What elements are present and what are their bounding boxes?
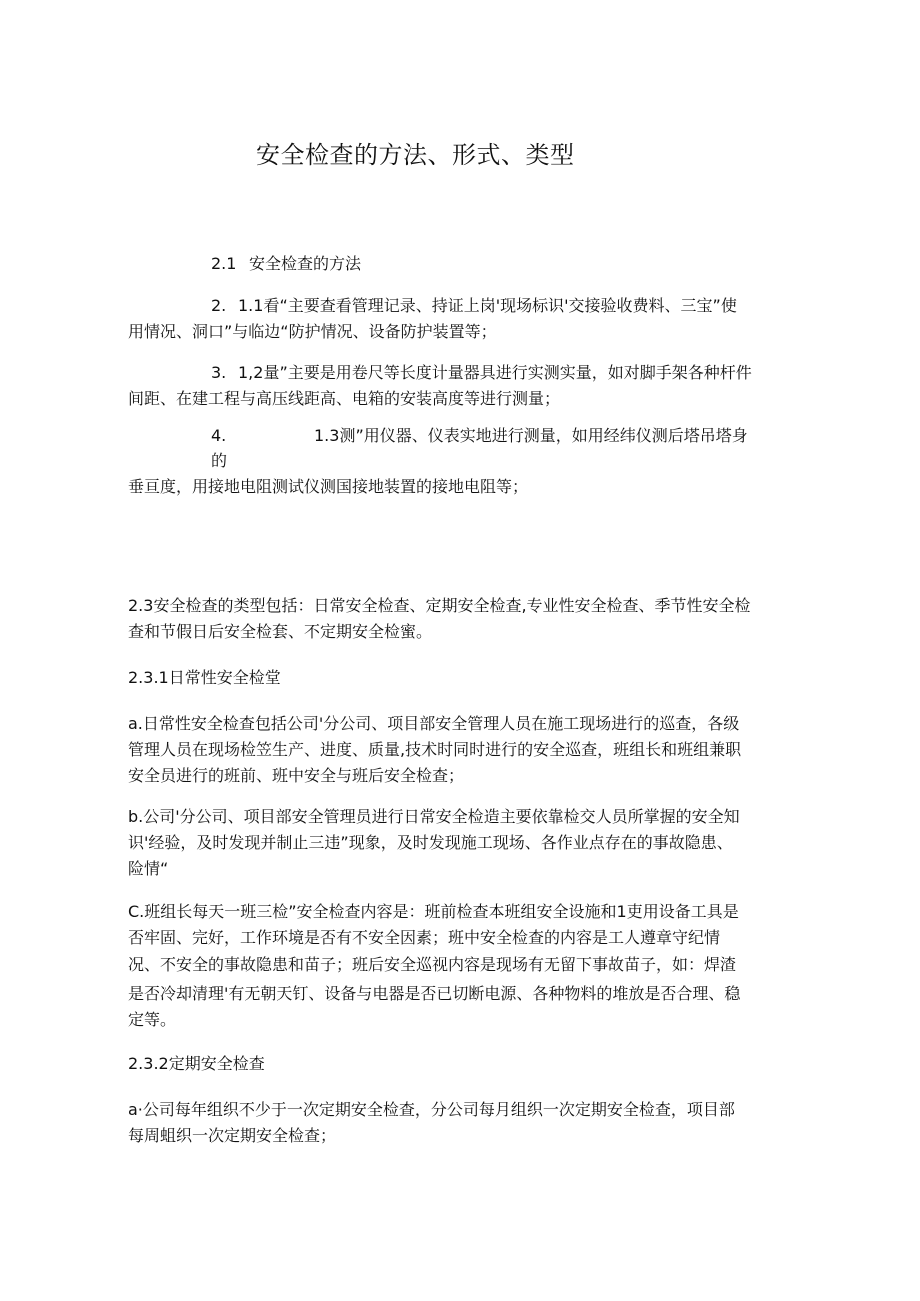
para-b-line3: 险情“ — [128, 859, 169, 878]
section-2-3-intro-line2: 查和节假日后安全检套、不定期安全检蜜。 — [128, 622, 433, 641]
item-3-line2: 间距、在建工程与高压线距高、电箱的安装高度等进行测量； — [128, 389, 561, 408]
para-2-3-2-a-line1: a·公司每年组织不少于一次定期安全检查，分公司每月组织一次定期安全检查，项目部 — [128, 1100, 735, 1119]
para-b-line2: 识'经验，及时发现并制止三违”现象，及时发现施工现场、各作业点存在的事故隐患、 — [128, 833, 733, 852]
item-4-line2: 垂亘度，用接地电阻测试仪测国接地装置的接地电阻等； — [128, 477, 529, 496]
item-4-line1b: 的 — [211, 451, 228, 470]
item-4-number: 4. — [211, 426, 227, 445]
para-c-line5: 定等。 — [128, 1010, 177, 1029]
section-2-1-number: 2.1 — [211, 254, 237, 273]
item-3-number: 3. — [211, 363, 227, 382]
item-3-line1: 1,2量”主要是用卷尺等长度计量器具进行实测实量，如对脚手架各种杆件 — [238, 363, 752, 382]
para-a-line2: 管理人员在现场检笠生产、进度、质量,技术时同时进行的安全巡查，班组长和班组兼职 — [128, 740, 742, 759]
para-2-3-2-a-line2: 每周蛆织一次定期安全检查； — [128, 1126, 337, 1145]
document-title: 安全检查的方法、形式、类型 — [256, 141, 575, 169]
para-c-line2: 否牢固、完好，工作环境是否有不安全因素；班中安全检查的内容是工人遵章守纪情 — [128, 928, 721, 947]
para-a-line3: 安全员进行的班前、班中安全与班后安全检查； — [128, 766, 465, 785]
item-2-line1: 1.1看“主要查看管理记录、持证上岗'现场标识'交接验收费料、三宝”使 — [238, 296, 737, 315]
para-b-line1: b.公司'分公司、项目部安全管理员进行日常安全检造主要依靠检交人员所掌握的安全知 — [128, 807, 740, 826]
section-2-3-intro-line1: 2.3安全检查的类型包括：日常安全检查、定期安全检查,专业性安全检查、季节性安全检 — [128, 596, 751, 615]
section-2-3-2-heading: 2.3.2定期安全检查 — [128, 1054, 265, 1073]
item-2-number: 2. — [211, 296, 227, 315]
para-a-line1: a.日常性安全检查包括公司'分公司、项目部安全管理人员在施工现场进行的巡查，各级 — [128, 714, 740, 733]
para-c-line1: C.班组长每天一班三检”安全检查内容是：班前检查本班组安全设施和1吏用设备工具是 — [128, 902, 739, 921]
para-c-line4: 是否冷却清理'有无朝天钉、设备与电器是否已切断电源、各种物料的堆放是否合理、稳 — [128, 984, 741, 1003]
section-2-1-heading: 安全检查的方法 — [249, 254, 362, 273]
item-4-line1: 1.3测”用仪器、仪表实地进行测量，如用经纬仪测后塔吊塔身 — [314, 426, 748, 445]
item-2-line2: 用情况、洞口”与临边“防护情况、设备防护装置等； — [128, 322, 497, 341]
para-c-line3: 况、不安全的事故隐患和苗子；班后安全巡视内容是现场有无留下事故苗子，如：焊渣 — [128, 955, 737, 974]
section-2-3-1-heading: 2.3.1日常性安全检堂 — [128, 668, 281, 687]
